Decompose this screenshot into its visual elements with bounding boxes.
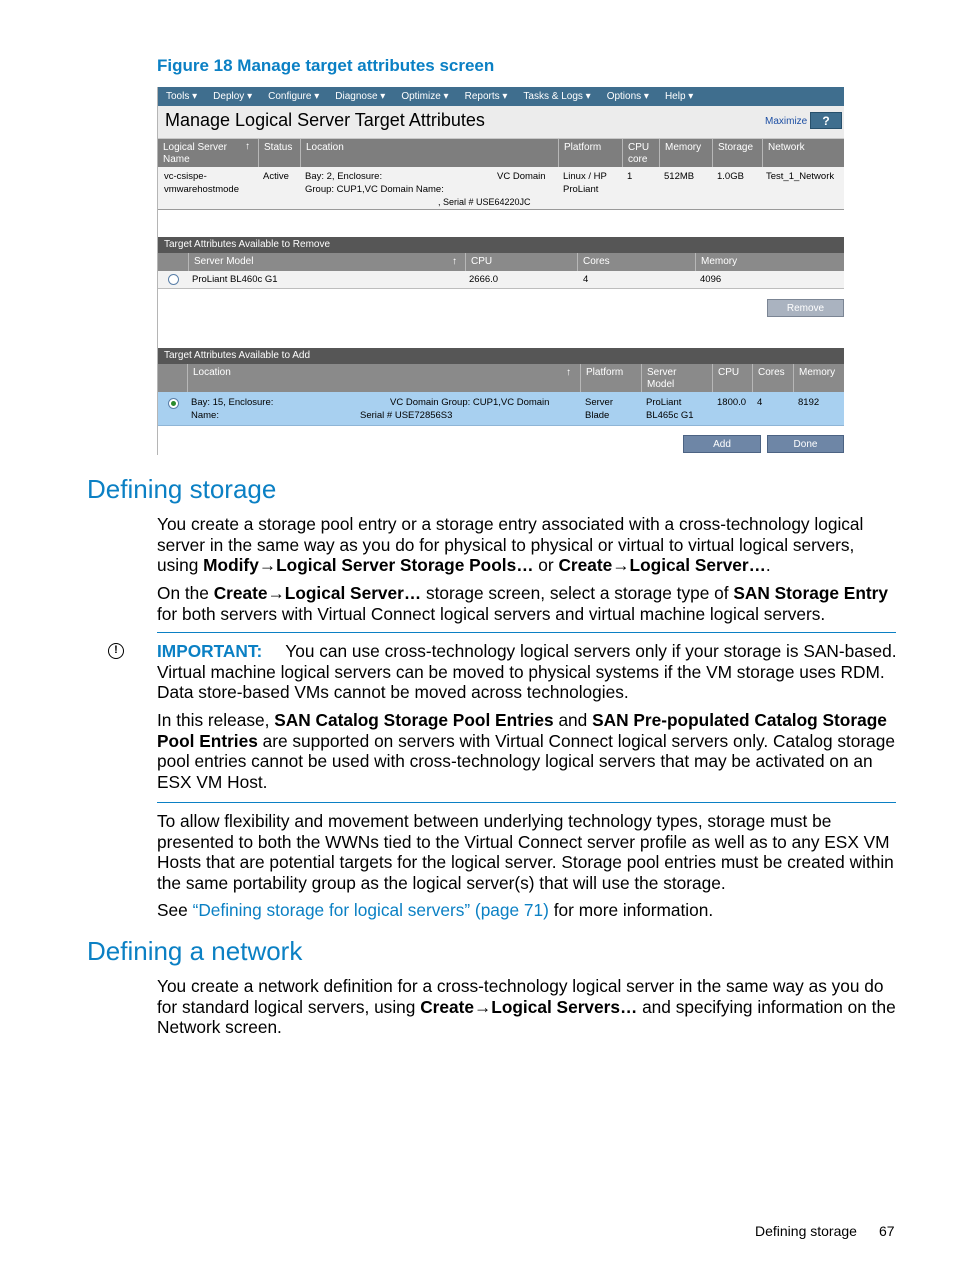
platform-value: Server Blade (585, 397, 613, 421)
menu-optimize[interactable]: Optimize ▾ (401, 91, 449, 102)
col-network[interactable]: Network (762, 139, 844, 167)
remove-button[interactable]: Remove (767, 299, 844, 317)
table-row[interactable] (158, 271, 844, 289)
text: On the (157, 583, 214, 603)
storage-paragraph-2 (157, 583, 899, 624)
text: are supported on servers with Virtual Connect logical servers only. Catalog storage pool entries cannot be used with cross-technology logical servers that may be activated on an ESX VM Host. (157, 730, 895, 793)
cores-value: 4 (757, 397, 763, 408)
important-icon: ! (108, 643, 124, 659)
storage-paragraph-3: To allow flexibility and movement between underlying technology types, storage must be presented to both the WWNs tied to the Virtual Connect server profile as well as to any ESX VM Hosts that are potential targets for the logical server. Storage pool entries must be created within the same portability group as the logical server(s) that will use the storage. (157, 811, 894, 894)
important-text: You can use cross-technology logical servers only if your storage is SAN-based. Virtual machine logical servers can be moved to physical systems if the VM storage uses RDM. Data store-based VMs cannot be moved across technologies. (157, 641, 897, 703)
radio-column-header (158, 364, 187, 392)
add-section-title: Target Attributes Available to Add (158, 348, 844, 364)
window-title: Manage Logical Server Target Attributes (165, 110, 485, 130)
text: for both servers with Virtual Connect logical servers and virtual machine logical servers. (157, 603, 826, 624)
menu-reference: Logical Servers… (491, 996, 638, 1017)
help-button[interactable]: ? (810, 112, 842, 129)
text: See (157, 900, 193, 920)
col-server-model[interactable]: Server Model (188, 253, 465, 271)
col-status[interactable]: Status (258, 139, 300, 167)
cross-reference-link[interactable]: “Defining storage for logical servers” (page 71) (192, 900, 549, 920)
storage-paragraph-4 (157, 900, 899, 921)
table-row[interactable] (158, 167, 844, 209)
network-paragraph-1 (157, 976, 899, 1038)
menu-reference: Logical Server… (284, 583, 422, 603)
footer-section-title: Defining storage (755, 1223, 857, 1239)
storage-value: 1.0GB (717, 171, 744, 182)
text: and specifying information on the Network screen. (157, 996, 896, 1038)
col-location[interactable]: Location (187, 364, 580, 392)
menu-reference: Logical Server Storage Pools… (276, 555, 534, 576)
important-label: IMPORTANT: (157, 641, 263, 661)
col-logical-server-name[interactable]: Logical Server Name (163, 142, 227, 165)
menu-reference: Create (558, 555, 613, 576)
location-line-2: Group: CUP1,VC Domain Name: (305, 184, 444, 195)
location-domain: VC Domain (497, 171, 546, 182)
select-radio[interactable] (168, 398, 179, 409)
entry-type: SAN Pre-populated Catalog Storage Pool Entries (157, 710, 887, 751)
cores-value: 4 (583, 274, 589, 285)
col-memory[interactable]: Memory (659, 139, 712, 167)
select-radio[interactable] (168, 274, 179, 285)
section-heading-storage: Defining storage (87, 474, 277, 504)
storage-paragraph-1 (157, 514, 899, 576)
col-cpu-core[interactable]: CPU core (622, 139, 659, 167)
important-bottom-rule (157, 802, 896, 803)
menu-reference: Modify (203, 555, 259, 576)
col-memory[interactable]: Memory (695, 253, 844, 271)
text: You create a network definition for a cross-technology logical server in the same way as you do for standard logical servers, using (157, 976, 884, 1017)
memory-value: 8192 (798, 397, 820, 408)
col-cpu[interactable]: CPU (465, 253, 577, 271)
server-model-value: ProLiant BL465c G1 (646, 397, 694, 421)
important-paragraph-1 (157, 641, 899, 703)
add-button[interactable]: Add (683, 435, 761, 453)
menu-reference: Create (420, 996, 474, 1017)
menu-configure[interactable]: Configure ▾ (268, 91, 320, 102)
col-cores[interactable]: Cores (752, 364, 793, 392)
arrow: → (473, 996, 492, 1017)
col-platform[interactable]: Platform (580, 364, 641, 392)
cpu-value: 1800.0 (717, 397, 747, 408)
menu-diagnose[interactable]: Diagnose ▾ (335, 91, 386, 102)
remove-section-title: Target Attributes Available to Remove (158, 237, 844, 253)
logical-server-name: vc-csispe- vmwarehostmode (164, 171, 239, 195)
col-server-model[interactable]: Server Model (641, 364, 712, 392)
table-row[interactable] (158, 392, 844, 426)
location-line-2: Name: (191, 410, 219, 421)
page-number: 67 (879, 1223, 895, 1239)
memory-value: 4096 (700, 274, 722, 285)
server-table-header (158, 139, 844, 167)
radio-column-header (158, 253, 188, 271)
entry-type: SAN Catalog Storage Pool Entries (274, 710, 554, 730)
sort-up-icon[interactable]: ↑ (566, 367, 571, 378)
text: or (533, 555, 559, 576)
col-storage[interactable]: Storage (712, 139, 762, 167)
menu-deploy[interactable]: Deploy ▾ (213, 91, 253, 102)
cpu-value: 1 (627, 171, 633, 182)
location-domain: VC Domain Group: CUP1,VC Domain (390, 397, 550, 408)
text: for more information. (548, 900, 714, 920)
menu-reports[interactable]: Reports ▾ (464, 91, 508, 102)
sort-up-icon[interactable]: ↑ (452, 256, 457, 267)
important-paragraph-2 (157, 710, 899, 793)
arrow: → (612, 555, 630, 576)
location-serial: Serial # USE72856S3 (360, 410, 453, 421)
memory-value: 512MB (664, 171, 695, 182)
server-model-value: ProLiant BL460c G1 (192, 274, 278, 285)
col-location[interactable]: Location (300, 139, 558, 167)
text: storage screen, select a storage type of (421, 583, 734, 603)
menu-options[interactable]: Options ▾ (606, 91, 649, 102)
add-table-header (158, 364, 844, 392)
menu-bar (158, 87, 844, 106)
divider (158, 209, 844, 210)
maximize-link[interactable]: Maximize (765, 116, 808, 127)
menu-reference: SAN Storage Entry (733, 583, 888, 603)
arrow: → (258, 555, 277, 576)
col-platform[interactable]: Platform (558, 139, 622, 167)
location-line-1: Bay: 2, Enclosure: (305, 171, 383, 182)
figure-caption: Figure 18 Manage target attributes screen (157, 56, 495, 75)
done-button[interactable]: Done (767, 435, 844, 453)
col-memory[interactable]: Memory (793, 364, 844, 392)
text: and (553, 710, 593, 730)
sort-up-icon[interactable]: ↑ (245, 141, 250, 152)
menu-reference: Create (213, 583, 268, 603)
text: . (765, 555, 771, 576)
network-value: Test_1_Network (766, 171, 835, 182)
status-value: Active (263, 171, 289, 182)
important-top-rule (157, 632, 896, 633)
section-heading-network: Defining a network (87, 936, 303, 966)
col-cpu[interactable]: CPU (712, 364, 752, 392)
menu-tools[interactable]: Tools ▾ (166, 91, 198, 102)
col-cores[interactable]: Cores (577, 253, 695, 271)
menu-tasks-logs[interactable]: Tasks & Logs ▾ (523, 91, 591, 102)
arrow: → (267, 583, 285, 603)
text: In this release, (157, 710, 275, 730)
platform-value: Linux / HP ProLiant (563, 171, 607, 195)
location-serial: , Serial # USE64220JC (438, 197, 531, 207)
location-line-1: Bay: 15, Enclosure: (191, 397, 274, 408)
cpu-value: 2666.0 (469, 274, 499, 285)
manage-target-attributes-screenshot (157, 87, 843, 455)
menu-help[interactable]: Help ▾ (664, 91, 694, 102)
text: You create a storage pool entry or a storage entry associated with a cross-technology logical server in the same way as you do for physical to physical or virtual to virtual logical servers, using (157, 514, 864, 576)
menu-reference: Logical Server… (629, 555, 766, 576)
window-title-bar (158, 106, 844, 139)
remove-table-header (158, 253, 844, 271)
